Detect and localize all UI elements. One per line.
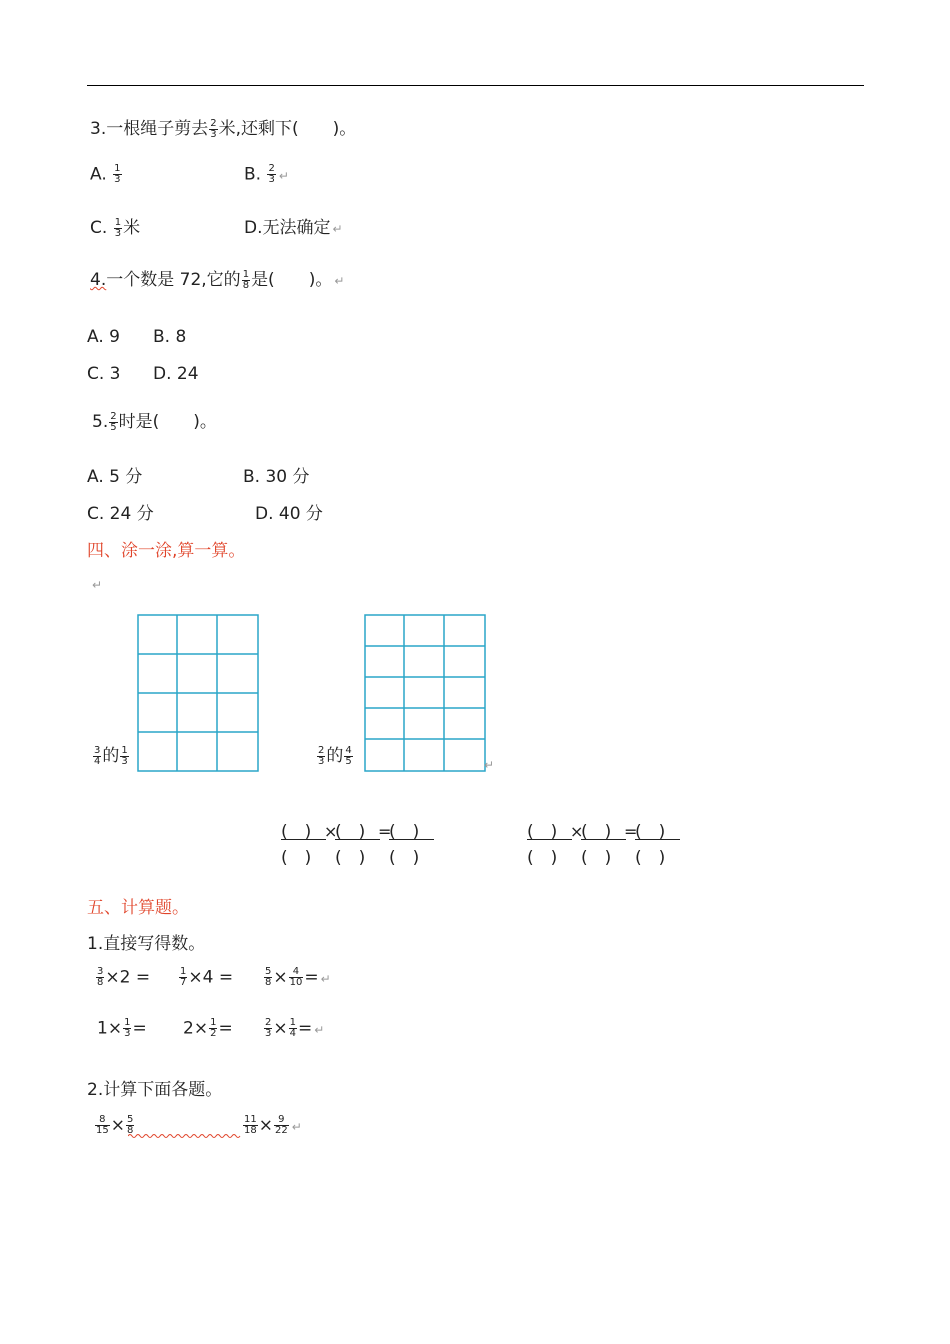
return-mark-icon: ↵ bbox=[334, 274, 345, 288]
calc-item: 1× $\frac{1}{3}$ = bbox=[97, 1017, 147, 1039]
calc-problem-1: $\frac{8}{15}$ × $\frac{5}{8}$ bbox=[96, 1114, 134, 1136]
fraction: $\frac{2}{3}$ bbox=[210, 117, 217, 140]
times-sign: × bbox=[570, 822, 584, 841]
q4-option-d[interactable]: D. 24 bbox=[153, 364, 199, 384]
question-3: 3.一根绳子剪去 $\frac{2}{3}$ 米,还剩下( )。 bbox=[90, 117, 357, 140]
q5-option-c[interactable]: C. 24 分 bbox=[87, 504, 154, 524]
grid-1[interactable] bbox=[137, 614, 259, 772]
return-mark-icon: ↵ bbox=[484, 758, 495, 772]
calc-item: $\frac{2}{3}$ × $\frac{1}{4}$ = ↵ bbox=[265, 1017, 325, 1039]
q3-option-c[interactable]: C. $\frac{1}{3}$ 米 bbox=[90, 216, 141, 239]
blank-fraction[interactable]: ( ) ( ) bbox=[335, 817, 380, 865]
q4-option-c[interactable]: C. 3 bbox=[87, 364, 121, 384]
q3-option-b[interactable]: B. $\frac{2}{3}$ ↵ bbox=[244, 163, 289, 185]
blank-fraction[interactable]: ( ) ( ) bbox=[581, 817, 626, 865]
grid-2[interactable] bbox=[364, 614, 486, 772]
return-mark-icon: ↵ bbox=[332, 222, 343, 236]
times-sign: × bbox=[324, 822, 338, 841]
blank-fraction[interactable]: ( ) ( ) bbox=[527, 817, 572, 865]
calc-problem-2: $\frac{11}{18}$ × $\frac{9}{22}$ ↵ bbox=[244, 1114, 302, 1136]
return-mark-icon: ↵ bbox=[291, 1119, 302, 1134]
blank-fraction[interactable]: ( ) ( ) bbox=[281, 817, 326, 865]
calc-item: $\frac{1}{7}$ ×4 = bbox=[180, 966, 234, 988]
calc-item: $\frac{5}{8}$ × $\frac{4}{10}$ = ↵ bbox=[265, 966, 331, 988]
subsection-1-title: 1.直接写得数。 bbox=[87, 934, 206, 954]
q3-option-a[interactable]: A. $\frac{1}{3}$ bbox=[90, 163, 121, 185]
q5-option-b[interactable]: B. 30 分 bbox=[243, 467, 310, 487]
question-5: 5. $\frac{2}{5}$ 时是( )。 bbox=[92, 410, 217, 433]
header-rule bbox=[87, 85, 864, 86]
calc-item: 2× $\frac{1}{2}$ = bbox=[183, 1017, 233, 1039]
return-mark-icon: ↵ bbox=[278, 168, 289, 183]
equals-sign: = bbox=[624, 822, 638, 841]
section-5-title: 五、计算题。 bbox=[87, 898, 189, 918]
q5-option-a[interactable]: A. 5 分 bbox=[87, 467, 143, 487]
section-4-title: 四、涂一涂,算一算。 bbox=[87, 541, 246, 561]
return-mark-icon: ↵ bbox=[320, 971, 331, 986]
q4-option-a[interactable]: A. 9 bbox=[87, 327, 120, 347]
return-mark-icon: ↵ bbox=[314, 1022, 325, 1037]
grid-1-label: $\frac{3}{4}$ 的 $\frac{1}{3}$ bbox=[94, 744, 128, 767]
spellcheck-squiggle bbox=[128, 1133, 242, 1139]
calc-item: $\frac{3}{8}$ ×2 = bbox=[97, 966, 151, 988]
question-4: 4.一个数是 72,它的 $\frac{1}{8}$ 是( )。 ↵ bbox=[90, 268, 345, 291]
grid-2-label: $\frac{2}{3}$ 的 $\frac{4}{5}$ bbox=[318, 744, 352, 767]
q4-option-b[interactable]: B. 8 bbox=[153, 327, 187, 347]
equals-sign: = bbox=[378, 822, 392, 841]
q5-option-d[interactable]: D. 40 分 bbox=[255, 504, 323, 524]
subsection-2-title: 2.计算下面各题。 bbox=[87, 1080, 223, 1100]
q3-option-d[interactable]: D.无法确定 ↵ bbox=[244, 218, 343, 238]
blank-fraction[interactable]: ( ) ( ) bbox=[389, 817, 434, 865]
blank-fraction[interactable]: ( ) ( ) bbox=[635, 817, 680, 865]
return-mark-icon: ↵ bbox=[92, 578, 103, 592]
